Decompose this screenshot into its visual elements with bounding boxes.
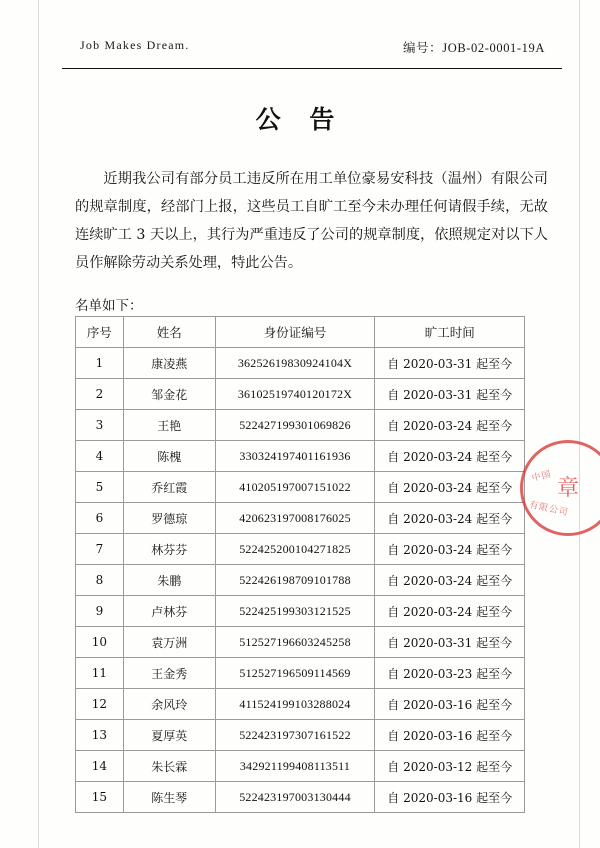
- cell-name: 朱鹏: [123, 565, 215, 596]
- document-number-value: JOB-02-0001-19A: [442, 41, 545, 55]
- cell-id: 410205197007151022: [215, 472, 375, 503]
- roster-label: 名单如下：: [75, 298, 143, 314]
- table-row: [76, 720, 525, 751]
- cell-no: 14: [76, 751, 124, 782]
- cell-no: 5: [76, 472, 124, 503]
- cell-name: 陈槐: [123, 441, 215, 472]
- cell-id: 522425199303121525: [215, 596, 375, 627]
- table-row: [76, 534, 525, 565]
- cell-no: 2: [76, 379, 124, 410]
- cell-date: 自 2020-03-31 起至今: [375, 348, 525, 379]
- column-header-name: 姓名: [123, 317, 215, 348]
- page-title: 公 告: [255, 105, 345, 134]
- cell-name: 乔红霞: [123, 472, 215, 503]
- seal-arc-text-top: 中国: [530, 468, 553, 484]
- table-row: [76, 379, 525, 410]
- cell-no: 15: [76, 782, 124, 813]
- table-row: [76, 627, 525, 658]
- cell-name: 康凌燕: [123, 348, 215, 379]
- cell-id: 512527196509114569: [215, 658, 375, 689]
- cell-name: 袁万洲: [123, 627, 215, 658]
- cell-no: 1: [76, 348, 124, 379]
- cell-id: 36252619830924104X: [215, 348, 375, 379]
- cell-no: 10: [76, 627, 124, 658]
- table-row: [76, 565, 525, 596]
- company-seal-stamp: [520, 440, 600, 536]
- document-number-label: 编号：: [402, 41, 443, 55]
- announcement-body: 近期我公司有部分员工违反所在用工单位豪易安科技（温州）有限公司的规章制度，经部门上报，这些员工自旷工至今未办理任何请假手续，无故连续旷工 3 天以上，其行为严重违反了公司的规章制度，依照规定对以下人员作解除劳动关系处理，特此公告。: [75, 171, 548, 271]
- cell-name: 余风玲: [123, 689, 215, 720]
- dismissal-roster-table: [75, 316, 525, 813]
- cell-date: 自 2020-03-31 起至今: [375, 627, 525, 658]
- cell-date: 自 2020-03-24 起至今: [375, 503, 525, 534]
- table-row: [76, 689, 525, 720]
- cell-name: 王金秀: [123, 658, 215, 689]
- cell-date: 自 2020-03-24 起至今: [375, 472, 525, 503]
- cell-date: 自 2020-03-24 起至今: [375, 410, 525, 441]
- cell-name: 王艳: [123, 410, 215, 441]
- cell-id: 522423197307161522: [215, 720, 375, 751]
- cell-id: 330324197401161936: [215, 441, 375, 472]
- table-row: [76, 596, 525, 627]
- cell-id: 36102519740120172X: [215, 379, 375, 410]
- document-header: [80, 38, 545, 66]
- cell-no: 11: [76, 658, 124, 689]
- cell-name: 邹金花: [123, 379, 215, 410]
- cell-no: 13: [76, 720, 124, 751]
- table-header-row: [76, 317, 525, 348]
- table-row: [76, 782, 525, 813]
- table-row: [76, 658, 525, 689]
- table-row: [76, 751, 525, 782]
- cell-date: 自 2020-03-23 起至今: [375, 658, 525, 689]
- cell-id: 522427199301069826: [215, 410, 375, 441]
- document-number: [403, 38, 545, 56]
- cell-name: 林芬芬: [123, 534, 215, 565]
- table-row: [76, 348, 525, 379]
- cell-name: 朱长霖: [123, 751, 215, 782]
- cell-date: 自 2020-03-16 起至今: [375, 782, 525, 813]
- cell-name: 夏厚英: [123, 720, 215, 751]
- cell-no: 3: [76, 410, 124, 441]
- seal-center-glyph: 章: [556, 475, 579, 500]
- cell-name: 卢林芬: [123, 596, 215, 627]
- cell-date: 自 2020-03-31 起至今: [375, 379, 525, 410]
- cell-date: 自 2020-03-24 起至今: [375, 596, 525, 627]
- column-header-no: 序号: [76, 317, 124, 348]
- cell-id: 522425200104271825: [215, 534, 375, 565]
- header-divider: [62, 68, 562, 69]
- cell-date: 自 2020-03-24 起至今: [375, 534, 525, 565]
- table-row: [76, 441, 525, 472]
- cell-id: 522423197003130444: [215, 782, 375, 813]
- cell-no: 9: [76, 596, 124, 627]
- column-header-date: 旷工时间: [375, 317, 525, 348]
- cell-id: 411524199103288024: [215, 689, 375, 720]
- table-row: [76, 503, 525, 534]
- cell-date: 自 2020-03-16 起至今: [375, 689, 525, 720]
- table-row: [76, 472, 525, 503]
- cell-no: 4: [76, 441, 124, 472]
- cell-date: 自 2020-03-24 起至今: [375, 441, 525, 472]
- cell-date: 自 2020-03-12 起至今: [375, 751, 525, 782]
- cell-name: 罗德琼: [123, 503, 215, 534]
- cell-id: 342921199408113511: [215, 751, 375, 782]
- cell-no: 8: [76, 565, 124, 596]
- table-row: [76, 410, 525, 441]
- cell-no: 12: [76, 689, 124, 720]
- company-slogan: Job Makes Dream.: [80, 38, 190, 52]
- cell-date: 自 2020-03-24 起至今: [375, 565, 525, 596]
- column-header-id: 身份证编号: [215, 317, 375, 348]
- cell-name: 陈生琴: [123, 782, 215, 813]
- cell-no: 7: [76, 534, 124, 565]
- cell-id: 522426198709101788: [215, 565, 375, 596]
- cell-id: 512527196603245258: [215, 627, 375, 658]
- seal-arc-text-bottom: 有限公司: [528, 499, 570, 518]
- cell-id: 420623197008176025: [215, 503, 375, 534]
- cell-date: 自 2020-03-16 起至今: [375, 720, 525, 751]
- cell-no: 6: [76, 503, 124, 534]
